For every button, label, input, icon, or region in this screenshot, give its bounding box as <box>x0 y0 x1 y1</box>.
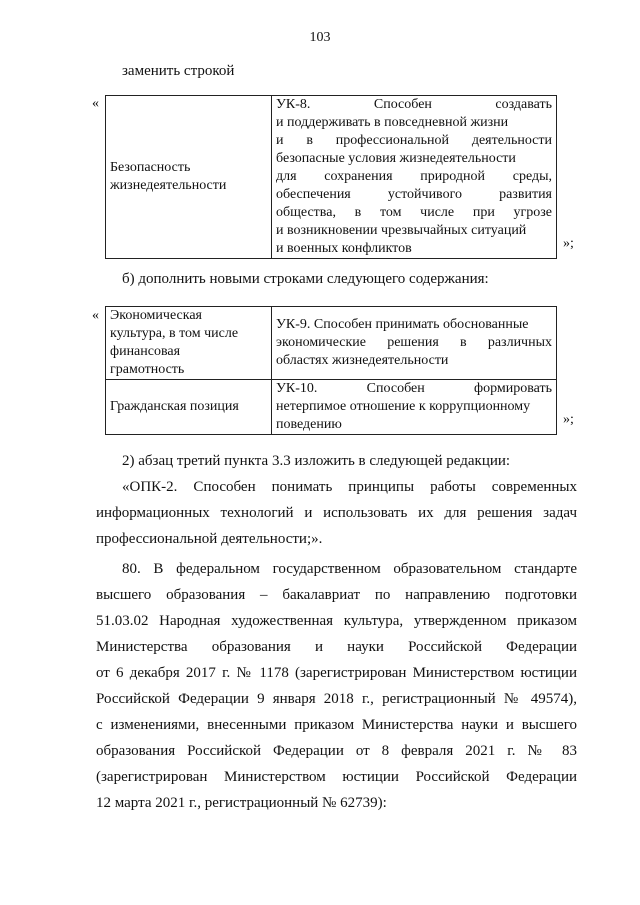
cell-line: и поддерживать в повседневной жизни <box>276 115 509 130</box>
paragraph-b: б) дополнить новыми строками следующего содержания: <box>122 271 489 287</box>
competence-table-2 <box>105 306 557 435</box>
close-quote: »; <box>563 412 574 427</box>
p80-line-4: Министерства образования и науки Российской Федерации <box>96 639 577 655</box>
p80-line-10: 12 марта 2021 г., регистрационный № 62739): <box>96 795 387 811</box>
p80-line-2: высшего образования – бакалавриат по направлению подготовки <box>96 587 577 603</box>
p80-line-7: с изменениями, внесенными приказом Министерства науки и высшего <box>96 717 577 733</box>
close-quote: »; <box>563 236 574 251</box>
cell-line: Экономическая <box>110 308 202 323</box>
page-number: 103 <box>309 30 331 45</box>
cell-line: областях жизнедеятельности <box>276 353 449 368</box>
table-cell-right <box>272 96 557 259</box>
paragraph-2: 2) абзац третий пункта 3.3 изложить в следующей редакции: <box>122 453 511 469</box>
competence-table-1 <box>105 95 557 259</box>
table-row <box>106 307 557 380</box>
cell-line: поведению <box>276 417 342 432</box>
cell-line: для сохранения природной среды, <box>276 169 552 184</box>
cell-line: УК-9. Способен принимать обоснованные <box>276 317 529 332</box>
cell-line: финансовая <box>110 344 181 359</box>
table-cell-left <box>106 307 272 380</box>
open-quote: « <box>92 96 99 111</box>
open-quote: « <box>92 308 99 323</box>
table-cell-right <box>272 380 557 435</box>
p80-line-9: (зарегистрирован Министерством юстиции Российской Федерации <box>96 769 577 785</box>
cell-line: нетерпимое отношение к коррупционному <box>276 399 531 414</box>
table-cell-right <box>272 307 557 380</box>
cell-line: УК-10. Способен формировать <box>276 381 552 396</box>
cell-line: и в профессиональной деятельности <box>276 133 552 148</box>
intro-line: заменить строкой <box>122 63 235 79</box>
cell-line: общества, в том числе при угрозе <box>276 205 552 220</box>
table-row <box>106 96 557 259</box>
opk-line-2: информационных технологий и использовать их для решения задач <box>96 505 577 521</box>
cell-line: и военных конфликтов <box>276 241 412 256</box>
opk-line-1: «ОПК-2. Способен понимать принципы работы современных <box>122 479 577 495</box>
cell-line: культура, в том числе <box>110 326 239 341</box>
p80-line-6: Российской Федерации 9 января 2018 г., регистрационный № 49574), <box>96 691 577 707</box>
table-cell-left <box>106 380 272 435</box>
p80-line-1: 80. В федеральном государственном образовательном стандарте <box>122 561 577 577</box>
p80-line-3: 51.03.02 Народная художественная культура, утвержденном приказом <box>96 613 577 629</box>
p80-line-8: образования Российской Федерации от 8 февраля 2021 г. № 83 <box>96 743 577 759</box>
cell-line: безопасные условия жизнедеятельности <box>276 151 516 166</box>
cell-line: Гражданская позиция <box>110 399 239 414</box>
table-cell-left: Безопасность жизнедеятельности <box>106 96 272 259</box>
cell-line: грамотность <box>110 362 185 377</box>
cell-line: и возникновении чрезвычайных ситуаций <box>276 223 527 238</box>
opk-line-3: профессиональной деятельности;». <box>96 531 323 547</box>
p80-line-5: от 6 декабря 2017 г. № 1178 (зарегистрирован Министерством юстиции <box>96 665 577 681</box>
table-row <box>106 380 557 435</box>
cell-line: обеспечения устойчивого развития <box>276 187 552 202</box>
cell-line: УК-8. Способен создавать <box>276 97 552 112</box>
cell-line: экономические решения в различных <box>276 335 552 350</box>
